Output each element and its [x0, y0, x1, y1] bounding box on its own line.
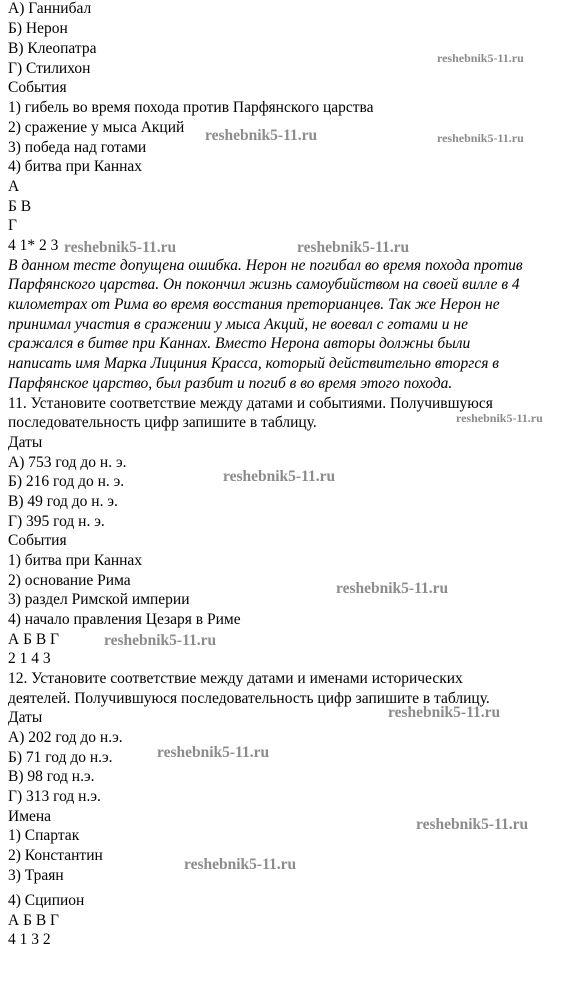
- text-line: 4) Сципион: [8, 892, 85, 909]
- text-line: В) 98 год н.э.: [8, 768, 95, 785]
- text-line: В) 49 год до н. э.: [8, 493, 118, 510]
- watermark: reshebnik5-11.ru: [205, 127, 318, 144]
- text-line: Г) 313 год н.э.: [8, 788, 101, 805]
- text-line: Г) Стилихон: [8, 60, 91, 77]
- watermark: reshebnik5-11.ru: [64, 239, 177, 256]
- note-line: Парфянского царства. Он покончил жизнь самоубийством на своей вилле в 4: [8, 276, 520, 293]
- text-line: 4) битва при Каннах: [8, 158, 143, 175]
- text-line: 2) Константин: [8, 847, 103, 864]
- text-line: 4) начало правления Цезаря в Риме: [8, 611, 241, 628]
- text-line: В) Клеопатра: [8, 40, 97, 57]
- section-heading: События: [8, 79, 67, 96]
- text-line: Г) 395 год н. э.: [8, 513, 105, 530]
- answer-label: А Б В Г: [8, 631, 60, 648]
- question-line: 12. Установите соответствие между датами и именами исторических: [8, 670, 463, 687]
- text-line: 1) битва при Каннах: [8, 552, 143, 569]
- watermark: reshebnik5-11.ru: [184, 856, 297, 873]
- note-line: принимал участия в сражении у мыса Акций, не воевал с готами и не: [8, 316, 468, 333]
- watermark: reshebnik5-11.ru: [437, 51, 524, 65]
- note-line: сражался в битве при Каннах. Вместо Нерона авторы должны были: [8, 335, 471, 352]
- question-line: 11. Установите соответствие между датами и событиями. Получившуюся: [8, 395, 493, 412]
- answer-digits: 4 1 3 2: [8, 931, 51, 948]
- section-heading: Имена: [8, 808, 52, 825]
- answer-label: Г: [8, 217, 17, 234]
- text-line: А) Ганнибал: [8, 0, 92, 17]
- answer-label: А Б В Г: [8, 912, 60, 929]
- answer-digits: 2 1 4 3: [8, 650, 51, 667]
- watermark: reshebnik5-11.ru: [456, 411, 543, 425]
- text-line: 3) победа над готами: [8, 139, 147, 156]
- note-line: километрах от Рима во время восстания преторианцев. Так же Нерон не: [8, 296, 500, 313]
- section-heading: Даты: [8, 434, 43, 451]
- answer-digits: 4 1* 2 3: [8, 237, 59, 254]
- question-line: деятелей. Получившуюся последовательность цифр запишите в таблицу.: [8, 690, 490, 707]
- text-line: 1) Спартак: [8, 827, 80, 844]
- section-heading: События: [8, 532, 67, 549]
- answer-label: А: [8, 178, 20, 195]
- text-line: Б) Нерон: [8, 20, 68, 37]
- text-line: Б) 216 год до н. э.: [8, 473, 125, 490]
- text-line: А) 753 год до н. э.: [8, 454, 127, 471]
- watermark: reshebnik5-11.ru: [297, 239, 410, 256]
- text-line: 3) Траян: [8, 867, 64, 884]
- watermark: reshebnik5-11.ru: [223, 468, 336, 485]
- answer-label: Б В: [8, 198, 32, 215]
- text-line: А) 202 год до н.э.: [8, 729, 123, 746]
- section-heading: Даты: [8, 709, 43, 726]
- text-line: 3) раздел Римской империи: [8, 591, 190, 608]
- watermark: reshebnik5-11.ru: [416, 816, 529, 833]
- watermark: reshebnik5-11.ru: [336, 580, 449, 597]
- text-line: 2) основание Рима: [8, 572, 131, 589]
- watermark: reshebnik5-11.ru: [388, 704, 501, 721]
- note-line: написать имя Марка Лициния Красса, который действительно вторгся в: [8, 355, 500, 372]
- text-line: 2) сражение у мыса Акций: [8, 119, 185, 136]
- text-line: 1) гибель во время похода против Парфянского царства: [8, 99, 374, 116]
- watermark: reshebnik5-11.ru: [437, 131, 524, 145]
- watermark: reshebnik5-11.ru: [104, 632, 217, 649]
- note-line: Парфянское царство, был разбит и погиб в во время этого похода.: [8, 375, 453, 392]
- watermark: reshebnik5-11.ru: [157, 744, 270, 761]
- note-line: В данном тесте допущена ошибка. Нерон не погибал во время похода против: [8, 257, 523, 274]
- question-line: последовательность цифр запишите в таблицу.: [8, 414, 317, 431]
- text-line: Б) 71 год до н.э.: [8, 749, 113, 766]
